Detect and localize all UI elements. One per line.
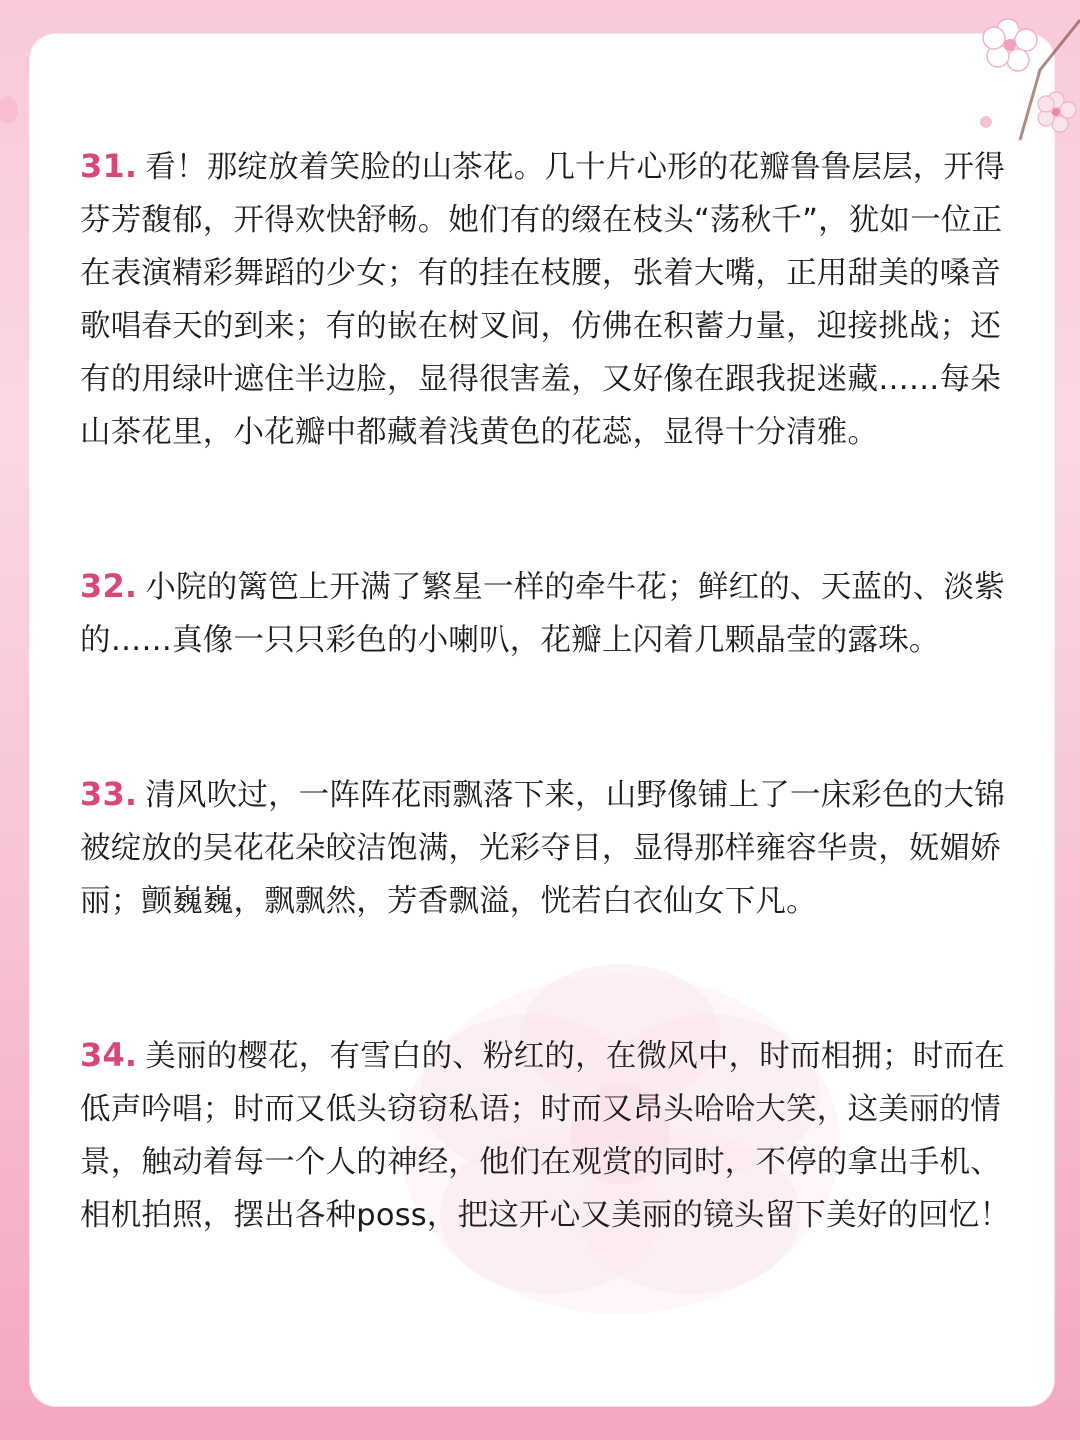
entry-31 — [80, 140, 1012, 459]
entry-32 — [80, 560, 1012, 667]
entry-34 — [80, 1029, 1012, 1242]
entry-text: 小院的篱笆上开满了繁星一样的牵牛花；鲜红的、天蓝的、淡紫的……真像一只只彩色的小喇叭，花瓣上闪着几颗晶莹的露珠。 — [80, 570, 1005, 658]
entry-number: 34. — [80, 1036, 138, 1074]
entry-list — [80, 140, 1012, 1242]
entry-number: 33. — [80, 775, 138, 813]
entry-number: 32. — [80, 567, 138, 605]
entry-text: 清风吹过，一阵阵花雨飘落下来，山野像铺上了一床彩色的大锦被绽放的吴花花朵皎洁饱满，光彩夺目，显得那样雍容华贵，妩媚娇丽；颤巍巍，飘飘然，芳香飘溢，恍若白衣仙女下凡。 — [80, 778, 1005, 919]
entry-text: 看！那绽放着笑脸的山茶花。几十片心形的花瓣鲁鲁层层，开得芬芳馥郁，开得欢快舒畅。她们有的缀在枝头“荡秋千”，犹如一位正在表演精彩舞蹈的少女；有的挂在枝腰，张着大嘴，正用甜美的嗓音歌唱春天的到来；有的嵌在树叉间，仿佛在积蓄力量，迎接挑战；还有的用绿叶遮住半边脸，显得很害羞，又好像在跟我捉迷藏……每朵山茶花里，小花瓣中都藏着浅黄色的花蕊，显得十分清雅。 — [80, 150, 1005, 450]
petal-decoration — [0, 80, 30, 140]
entry-33 — [80, 768, 1012, 928]
content-card — [30, 34, 1054, 1406]
entry-number: 31. — [80, 147, 138, 185]
entry-text: 美丽的樱花，有雪白的、粉红的，在微风中，时而相拥；时而在低声吟唱；时而又低头窃窃私语；时而又昂头哈哈大笑，这美丽的情景，触动着每一个人的神经，他们在观赏的同时，不停的拿出手机、相机拍照，摆出各种poss，把这开心又美丽的镜头留下美好的回忆！ — [80, 1039, 1011, 1233]
